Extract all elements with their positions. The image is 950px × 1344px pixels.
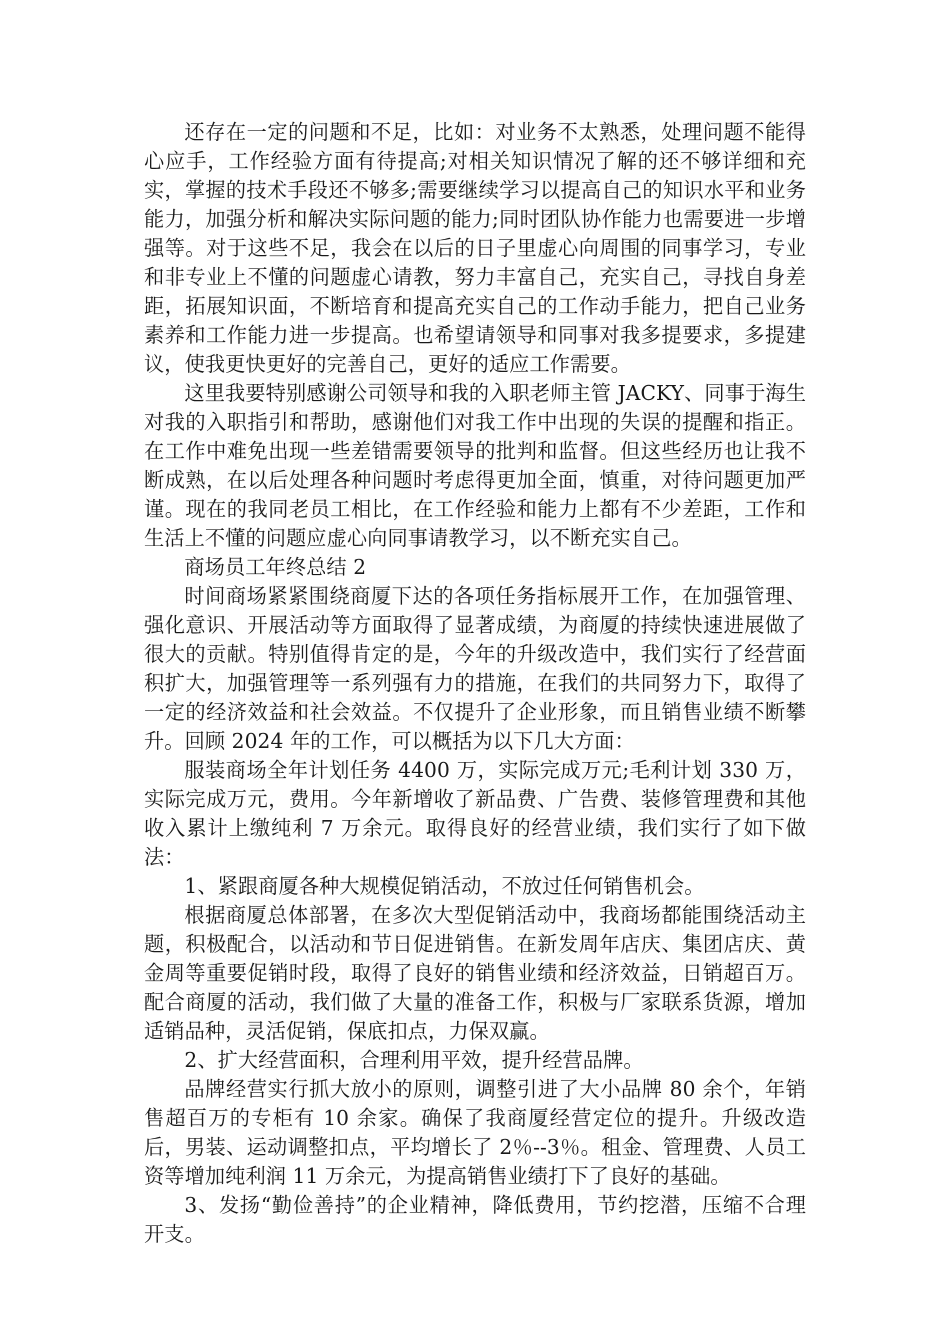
paragraph-thanks: 这里我要特别感谢公司领导和我的入职老师主管 JACKY、同事于海生对我的入职指引和帮助，感谢他们对我工作中出现的失误的提醒和指正。在工作中难免出现一些差错需要领导的批判和监督。但这些经历也让我不断成熟，在以后处理各种问题时考虑得更加全面，慎重，对待问题更加严谨。现在的我同老员工相比，在工作经验和能力上都有不少差距，工作和生活上不懂的问题应虚心向同事请教学习，以不断充实自己。 <box>144 381 806 550</box>
document-body <box>144 118 806 1249</box>
paragraph-overview: 时间商场紧紧围绕商厦下达的各项任务指标展开工作，在加强管理、强化意识、开展活动等方面取得了显著成绩，为商厦的持续快速进展做了很大的贡献。特别值得肯定的是，今年的升级改造中，我们实行了经营面积扩大，加强管理等一系列强有力的措施，在我们的共同努力下，取得了一定的经济效益和社会效益。不仅提升了企业形象，而且销售业绩不断攀升。回顾 2024 年的工作，可以概括为以下几大方面： <box>144 584 806 753</box>
paragraph-targets: 服装商场全年计划任务 4400 万，实际完成万元;毛利计划 330 万，实际完成万元，费用。今年新增收了新品费、广告费、装修管理费和其他收入累计上缴纯利 7 万余元。取得良好的经营业绩，我们实行了如下做法： <box>144 758 806 869</box>
list-item-heading-3: 3、发扬“勤俭善持”的企业精神，降低费用，节约挖潜，压缩不合理开支。 <box>144 1193 806 1246</box>
list-item-heading-2: 2、扩大经营面积，合理利用平效，提升经营品牌。 <box>184 1048 644 1072</box>
paragraph-brands: 品牌经营实行抓大放小的原则，调整引进了大小品牌 80 余个，年销售超百万的专柜有 10 余家。确保了我商厦经营定位的提升。升级改造后，男装、运动调整扣点，平均增长了 2％--3％。租金、管理费、人员工资等增加纯利润 11 万余元，为提高销售业绩打下了良好的基础。 <box>144 1077 806 1188</box>
paragraph-promotions: 根据商厦总体部署，在多次大型促销活动中，我商场都能围绕活动主题，积极配合，以活动和节日促进销售。在新发周年店庆、集团店庆、黄金周等重要促销时段，取得了良好的销售业绩和经济效益，日销超百万。配合商厦的活动，我们做了大量的准备工作，积极与厂家联系货源，增加适销品种，灵活促销，保底扣点，力保双赢。 <box>144 903 806 1043</box>
section-heading: 商场员工年终总结 2 <box>184 555 367 579</box>
list-item-heading-1: 1、紧跟商厦各种大规模促销活动，不放过任何销售机会。 <box>184 874 705 898</box>
paragraph-shortcomings: 还存在一定的问题和不足，比如：对业务不太熟悉，处理问题不能得心应手，工作经验方面有待提高;对相关知识情况了解的还不够详细和充实，掌握的技术手段还不够多;需要继续学习以提高自己的知识水平和业务能力，加强分析和解决实际问题的能力;同时团队协作能力也需要进一步增强等。对于这些不足，我会在以后的日子里虚心向周围的同事学习，专业和非专业上不懂的问题虚心请教，努力丰富自己，充实自己，寻找自身差距，拓展知识面，不断培育和提高充实自己的工作动手能力，把自己业务素养和工作能力进一步提高。也希望请领导和同事对我多提要求，多提建议，使我更快更好的完善自己，更好的适应工作需要。 <box>144 120 806 376</box>
